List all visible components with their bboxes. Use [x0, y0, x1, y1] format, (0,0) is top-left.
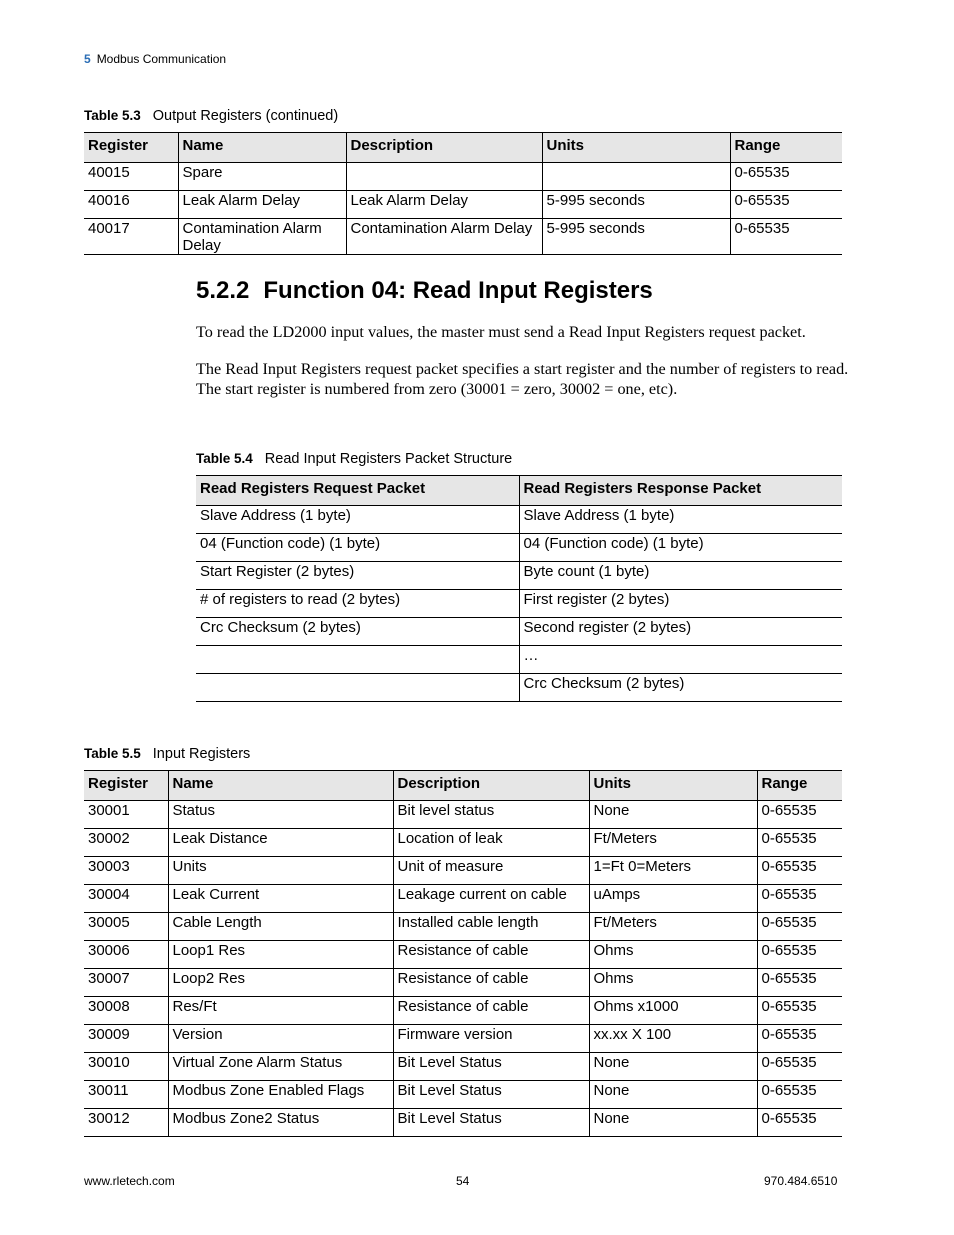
table-cell: 40015: [84, 163, 178, 191]
table-row: [84, 219, 842, 255]
column-header: Register: [84, 133, 178, 163]
table-header-row: [84, 771, 842, 801]
table-cell: 0-65535: [757, 885, 842, 913]
table-row: [84, 969, 842, 997]
table-cell: 0-65535: [757, 1109, 842, 1137]
table-row: [84, 1053, 842, 1081]
table-cell: uAmps: [589, 885, 757, 913]
table-cell: Resistance of cable: [393, 969, 589, 997]
table-row: [84, 163, 842, 191]
table-cell: 0-65535: [757, 969, 842, 997]
table-cell: Ohms: [589, 969, 757, 997]
table-cell: 30002: [84, 829, 168, 857]
table-cell: 30003: [84, 857, 168, 885]
table-row: [84, 801, 842, 829]
table-cell: Crc Checksum (2 bytes): [519, 674, 842, 702]
table-title: Output Registers (continued): [152, 108, 339, 124]
paragraph: The Read Input Registers request packet specifies a start register and the number of registers to read. The start register is numbered from zero (30001 = zero, 30002 = one, etc).: [196, 360, 849, 398]
column-header: Units: [542, 133, 730, 163]
table-cell: 0-65535: [757, 1025, 842, 1053]
table-cell: Units: [168, 857, 393, 885]
table-label: Table 5.3: [84, 108, 141, 123]
table-cell: Ft/Meters: [589, 829, 757, 857]
table-cell: 30005: [84, 913, 168, 941]
table-cell: Contamination Alarm Delay: [346, 219, 542, 255]
column-header: Range: [730, 133, 842, 163]
table-cell: Ohms: [589, 941, 757, 969]
table-cell: Modbus Zone Enabled Flags: [168, 1081, 393, 1109]
table-cell: 5-995 seconds: [542, 219, 730, 255]
table-cell: 40016: [84, 191, 178, 219]
table-row: [84, 1025, 842, 1053]
table-header-row: [84, 133, 842, 163]
table-cell: Status: [168, 801, 393, 829]
table-cell: …: [519, 646, 842, 674]
paragraph: To read the LD2000 input values, the master must send a Read Input Registers request packet.: [196, 323, 806, 341]
table-cell: 30012: [84, 1109, 168, 1137]
table-cell: First register (2 bytes): [519, 590, 842, 618]
table-cell: Modbus Zone2 Status: [168, 1109, 393, 1137]
table-label: Table 5.5: [84, 746, 141, 761]
table-cell: 30010: [84, 1053, 168, 1081]
table-cell: Resistance of cable: [393, 997, 589, 1025]
table-cell: Firmware version: [393, 1025, 589, 1053]
table-5-4: [196, 475, 842, 702]
table-cell: 0-65535: [730, 191, 842, 219]
table-cell: Unit of measure: [393, 857, 589, 885]
table-cell: 04 (Function code) (1 byte): [519, 534, 842, 562]
table-cell: [346, 163, 542, 191]
table-cell: None: [589, 1081, 757, 1109]
table-row: [84, 1109, 842, 1137]
table-cell: Leak Alarm Delay: [346, 191, 542, 219]
table-cell: Bit Level Status: [393, 1109, 589, 1137]
table-cell: Cable Length: [168, 913, 393, 941]
table-title: Read Input Registers Packet Structure: [264, 451, 513, 467]
table-cell: Start Register (2 bytes): [196, 562, 519, 590]
table-row: [196, 674, 842, 702]
table-cell: 0-65535: [757, 941, 842, 969]
table-cell: 1=Ft 0=Meters: [589, 857, 757, 885]
table-cell: Byte count (1 byte): [519, 562, 842, 590]
table-cell: 0-65535: [757, 1053, 842, 1081]
table-row: [196, 590, 842, 618]
table-row: [84, 857, 842, 885]
table-cell: 40017: [84, 219, 178, 255]
table-cell: Second register (2 bytes): [519, 618, 842, 646]
table-row: [196, 646, 842, 674]
table-cell: Installed cable length: [393, 913, 589, 941]
column-header: Description: [393, 771, 589, 801]
table-cell: Slave Address (1 byte): [196, 506, 519, 534]
table-cell: 0-65535: [757, 913, 842, 941]
table-cell: Contamination Alarm Delay: [178, 219, 346, 255]
table-5-3: [84, 132, 842, 255]
footer-phone: 970.484.6510: [764, 1174, 838, 1188]
table-row: [196, 534, 842, 562]
table-cell: Leak Alarm Delay: [178, 191, 346, 219]
table-cell: Crc Checksum (2 bytes): [196, 618, 519, 646]
table-cell: Bit Level Status: [393, 1053, 589, 1081]
table-cell: Leakage current on cable: [393, 885, 589, 913]
column-header: Range: [757, 771, 842, 801]
table-cell: xx.xx X 100: [589, 1025, 757, 1053]
table-cell: 30001: [84, 801, 168, 829]
table-row: [84, 1081, 842, 1109]
table-header-row: [196, 476, 842, 506]
table-cell: None: [589, 1053, 757, 1081]
table-cell: Bit Level Status: [393, 1081, 589, 1109]
table-row: [84, 829, 842, 857]
table-title: Input Registers: [152, 746, 251, 762]
table-cell: Virtual Zone Alarm Status: [168, 1053, 393, 1081]
table-cell: [196, 646, 519, 674]
table-cell: Location of leak: [393, 829, 589, 857]
table-row: [84, 941, 842, 969]
table-cell: Version: [168, 1025, 393, 1053]
column-header: Name: [178, 133, 346, 163]
table-row: [196, 562, 842, 590]
table-cell: 30009: [84, 1025, 168, 1053]
chapter-number: 5: [84, 52, 91, 66]
table-cell: Slave Address (1 byte): [519, 506, 842, 534]
table-cell: 30011: [84, 1081, 168, 1109]
table-cell: Resistance of cable: [393, 941, 589, 969]
table-cell: 0-65535: [757, 857, 842, 885]
table-cell: Leak Current: [168, 885, 393, 913]
table-cell: # of registers to read (2 bytes): [196, 590, 519, 618]
table-5-5-body: [84, 801, 842, 1137]
table-cell: Loop2 Res: [168, 969, 393, 997]
column-header: Register: [84, 771, 168, 801]
table-cell: 0-65535: [730, 163, 842, 191]
table-cell: [542, 163, 730, 191]
table-cell: 0-65535: [730, 219, 842, 255]
table-5-4-caption: [196, 451, 512, 467]
table-cell: 0-65535: [757, 829, 842, 857]
table-cell: 30007: [84, 969, 168, 997]
table-cell: 30008: [84, 997, 168, 1025]
table-row: [84, 913, 842, 941]
column-header: Read Registers Response Packet: [519, 476, 842, 506]
section-number: 5.2.2: [196, 277, 250, 304]
running-header: [84, 52, 226, 66]
table-5-5: [84, 770, 842, 1137]
table-row: [196, 506, 842, 534]
table-cell: Res/Ft: [168, 997, 393, 1025]
table-5-5-caption: [84, 746, 250, 762]
table-cell: 30004: [84, 885, 168, 913]
table-cell: 04 (Function code) (1 byte): [196, 534, 519, 562]
table-5-3-caption: [84, 108, 338, 124]
column-header: Units: [589, 771, 757, 801]
column-header: Description: [346, 133, 542, 163]
footer-website: www.rletech.com: [84, 1174, 175, 1188]
table-cell: 0-65535: [757, 1081, 842, 1109]
table-cell: Bit level status: [393, 801, 589, 829]
table-row: [84, 885, 842, 913]
table-cell: 0-65535: [757, 997, 842, 1025]
table-cell: None: [589, 801, 757, 829]
footer-page-number: 54: [456, 1174, 470, 1188]
table-row: [84, 997, 842, 1025]
table-row: [196, 618, 842, 646]
table-label: Table 5.4: [196, 451, 253, 466]
column-header: Read Registers Request Packet: [196, 476, 519, 506]
table-cell: 5-995 seconds: [542, 191, 730, 219]
column-header: Name: [168, 771, 393, 801]
table-cell: Loop1 Res: [168, 941, 393, 969]
section-heading: [196, 277, 653, 305]
table-cell: Ohms x1000: [589, 997, 757, 1025]
table-cell: Ft/Meters: [589, 913, 757, 941]
table-cell: Spare: [178, 163, 346, 191]
table-cell: Leak Distance: [168, 829, 393, 857]
section-title: Function 04: Read Input Registers: [263, 277, 653, 304]
table-row: [84, 191, 842, 219]
table-cell: 0-65535: [757, 801, 842, 829]
table-cell: None: [589, 1109, 757, 1137]
table-cell: 30006: [84, 941, 168, 969]
chapter-title: Modbus Communication: [96, 52, 227, 66]
table-cell: [196, 674, 519, 702]
